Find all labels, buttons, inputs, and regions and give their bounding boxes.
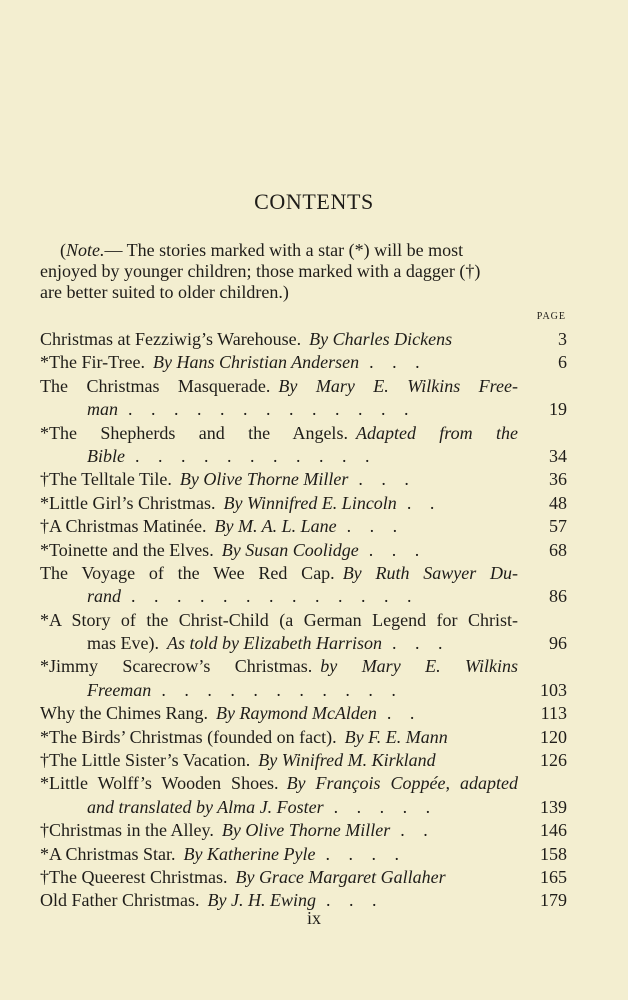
story-title: *The Shepherds and the Angels. bbox=[40, 422, 348, 443]
page-number: ix bbox=[306, 908, 321, 928]
dot-leader: . . . . . . . . . . . . . bbox=[131, 586, 419, 607]
toc-entry bbox=[40, 539, 567, 562]
toc-entry bbox=[40, 726, 567, 749]
dot-leader: . . . . . . . . . . . bbox=[135, 445, 377, 466]
story-author: Bible bbox=[87, 445, 125, 466]
toc-line bbox=[40, 843, 567, 866]
story-author: Adapted from the bbox=[355, 422, 519, 443]
story-title: Why the Chimes Rang. bbox=[40, 703, 208, 724]
page-ref: 57 bbox=[549, 516, 567, 537]
story-author: By F. E. Mann bbox=[344, 726, 448, 747]
page-ref: 113 bbox=[540, 703, 567, 724]
dot-leader: . . . bbox=[368, 539, 427, 560]
story-title: *A Story of the Christ-Child (a German Legend for Christ- bbox=[40, 609, 518, 630]
page-ref: 158 bbox=[540, 843, 567, 864]
page-ref: 3 bbox=[558, 329, 567, 349]
toc-line bbox=[40, 749, 567, 772]
page-column-header: PAGE bbox=[536, 311, 566, 322]
toc-entry bbox=[40, 328, 567, 351]
note-line-1 bbox=[40, 240, 565, 261]
toc-entry bbox=[40, 562, 567, 609]
toc-line bbox=[40, 492, 567, 515]
note-label: Note. bbox=[66, 240, 105, 260]
dot-leader: . . . bbox=[358, 469, 416, 490]
story-title: †The Telltale Tile. bbox=[40, 469, 172, 490]
toc-line bbox=[40, 422, 518, 445]
note-text-1: — The stories marked with a star (*) will be most bbox=[104, 240, 464, 260]
story-author: By Susan Coolidge bbox=[221, 539, 359, 560]
dot-leader: . . . . . bbox=[333, 796, 438, 817]
page-title: CONTENTS bbox=[254, 189, 374, 214]
page-ref: 36 bbox=[549, 469, 567, 490]
dot-leader: . . bbox=[400, 820, 435, 841]
dot-leader: . . . bbox=[346, 516, 405, 537]
page-ref: 103 bbox=[540, 679, 567, 700]
toc-line bbox=[40, 445, 567, 468]
toc-line bbox=[40, 632, 567, 655]
toc-line bbox=[40, 585, 567, 608]
toc-entry bbox=[40, 702, 567, 725]
story-title: The Christmas Masquerade. bbox=[40, 375, 271, 396]
page-ref: 34 bbox=[549, 445, 567, 466]
story-author: As told by Elizabeth Harrison bbox=[166, 633, 382, 654]
story-author: By Hans Christian Andersen bbox=[152, 352, 360, 373]
toc-line bbox=[40, 609, 518, 632]
toc-line bbox=[40, 702, 567, 725]
note-prefix: ( bbox=[60, 240, 66, 260]
story-title: The Voyage of the Wee Red Cap. bbox=[40, 562, 335, 583]
dot-leader: . . . bbox=[391, 633, 450, 654]
toc-entry bbox=[40, 772, 567, 819]
toc-line bbox=[40, 772, 518, 795]
story-title: *The Fir-Tree. bbox=[40, 352, 145, 373]
dot-leader: . . . . . . . . . . . bbox=[161, 679, 403, 700]
page-ref: 86 bbox=[549, 586, 567, 607]
story-title: *Toinette and the Elves. bbox=[40, 539, 214, 560]
page-ref: 120 bbox=[540, 726, 567, 747]
story-title: *A Christmas Star. bbox=[40, 843, 176, 864]
story-author: By Mary E. Wilkins Free- bbox=[278, 375, 518, 396]
toc-line bbox=[40, 328, 567, 351]
toc-line bbox=[40, 515, 567, 538]
toc-entry bbox=[40, 843, 567, 866]
story-author: By M. A. L. Lane bbox=[214, 516, 337, 537]
toc-entry bbox=[40, 468, 567, 491]
dot-leader: . . . bbox=[325, 890, 384, 911]
toc-line bbox=[40, 796, 567, 819]
story-author: By Ruth Sawyer Du- bbox=[342, 562, 518, 583]
story-title: †The Little Sister’s Vacation. bbox=[40, 750, 251, 771]
toc-entry bbox=[40, 819, 567, 842]
story-author: Freeman bbox=[87, 679, 152, 700]
story-author: By Olive Thorne Miller bbox=[221, 820, 391, 841]
story-author: rand bbox=[87, 586, 122, 607]
page-ref: 68 bbox=[549, 539, 567, 560]
story-title: †A Christmas Matinée. bbox=[40, 516, 207, 537]
note-paragraph bbox=[40, 240, 565, 303]
toc-entry bbox=[40, 515, 567, 538]
page-ref: 139 bbox=[540, 796, 567, 817]
page-ref: 6 bbox=[558, 352, 567, 373]
story-author: By Winnifred E. Lincoln bbox=[223, 492, 397, 513]
page-ref: 48 bbox=[549, 492, 567, 513]
toc-entry bbox=[40, 749, 567, 772]
toc-entry bbox=[40, 422, 567, 469]
toc-line bbox=[40, 866, 567, 889]
story-title: *The Birds’ Christmas (founded on fact). bbox=[40, 726, 337, 747]
story-author: By Charles Dickens bbox=[309, 329, 453, 349]
story-author: by Mary E. Wilkins bbox=[320, 656, 518, 677]
story-title: Old Father Christmas. bbox=[40, 890, 200, 911]
story-author: man bbox=[87, 399, 118, 420]
toc-line bbox=[40, 819, 567, 842]
note-line-2: enjoyed by younger children; those marked with a dagger (†) bbox=[40, 261, 481, 281]
story-author: By Grace Margaret Gallaher bbox=[235, 866, 446, 887]
dot-leader: . . bbox=[386, 703, 422, 724]
story-author: By Olive Thorne Miller bbox=[179, 469, 349, 490]
dot-leader: . . . . bbox=[325, 843, 406, 864]
story-author: By J. H. Ewing bbox=[207, 890, 316, 911]
toc-entry bbox=[40, 609, 567, 656]
dot-leader: . . bbox=[406, 492, 442, 513]
toc-line bbox=[40, 539, 567, 562]
toc-entry bbox=[40, 655, 567, 702]
toc-line bbox=[40, 562, 518, 585]
toc-line bbox=[40, 398, 567, 421]
toc-line bbox=[40, 468, 567, 491]
note-line-3: are better suited to older children.) bbox=[40, 282, 289, 302]
toc-line bbox=[40, 655, 518, 678]
page-ref: 19 bbox=[549, 399, 567, 420]
toc-entry bbox=[40, 351, 567, 374]
page-ref: 126 bbox=[540, 750, 567, 771]
story-author: By Katherine Pyle bbox=[183, 843, 316, 864]
toc-line bbox=[40, 351, 567, 374]
story-title: †Christmas in the Alley. bbox=[40, 820, 214, 841]
story-title: *Little Girl’s Christmas. bbox=[40, 492, 216, 513]
story-author: and translated by Alma J. Foster bbox=[87, 796, 324, 817]
toc-entry bbox=[40, 866, 567, 889]
story-title: *Jimmy Scarecrow’s Christmas. bbox=[40, 656, 313, 677]
story-title: †The Queerest Christmas. bbox=[40, 866, 228, 887]
page-ref: 146 bbox=[540, 820, 567, 841]
dot-leader: . . . . . . . . . . . . . bbox=[128, 399, 416, 420]
toc-entry bbox=[40, 492, 567, 515]
page-ref: 96 bbox=[549, 633, 567, 654]
story-author: By Raymond McAlden bbox=[215, 703, 377, 724]
dot-leader: . . . bbox=[369, 352, 427, 373]
story-author: By Winifred M. Kirkland bbox=[258, 750, 436, 771]
story-title: mas Eve). bbox=[87, 633, 159, 654]
contents-list bbox=[40, 328, 567, 913]
story-title: *Little Wolff’s Wooden Shoes. bbox=[40, 773, 279, 794]
toc-line bbox=[40, 726, 567, 749]
toc-line bbox=[40, 679, 567, 702]
toc-entry bbox=[40, 375, 567, 422]
story-title: Christmas at Fezziwig’s Warehouse. bbox=[40, 329, 302, 349]
page-ref: 179 bbox=[540, 890, 567, 911]
page-ref: 165 bbox=[540, 866, 567, 887]
toc-line bbox=[40, 375, 518, 398]
story-author: By François Coppée, adapted bbox=[286, 773, 518, 794]
